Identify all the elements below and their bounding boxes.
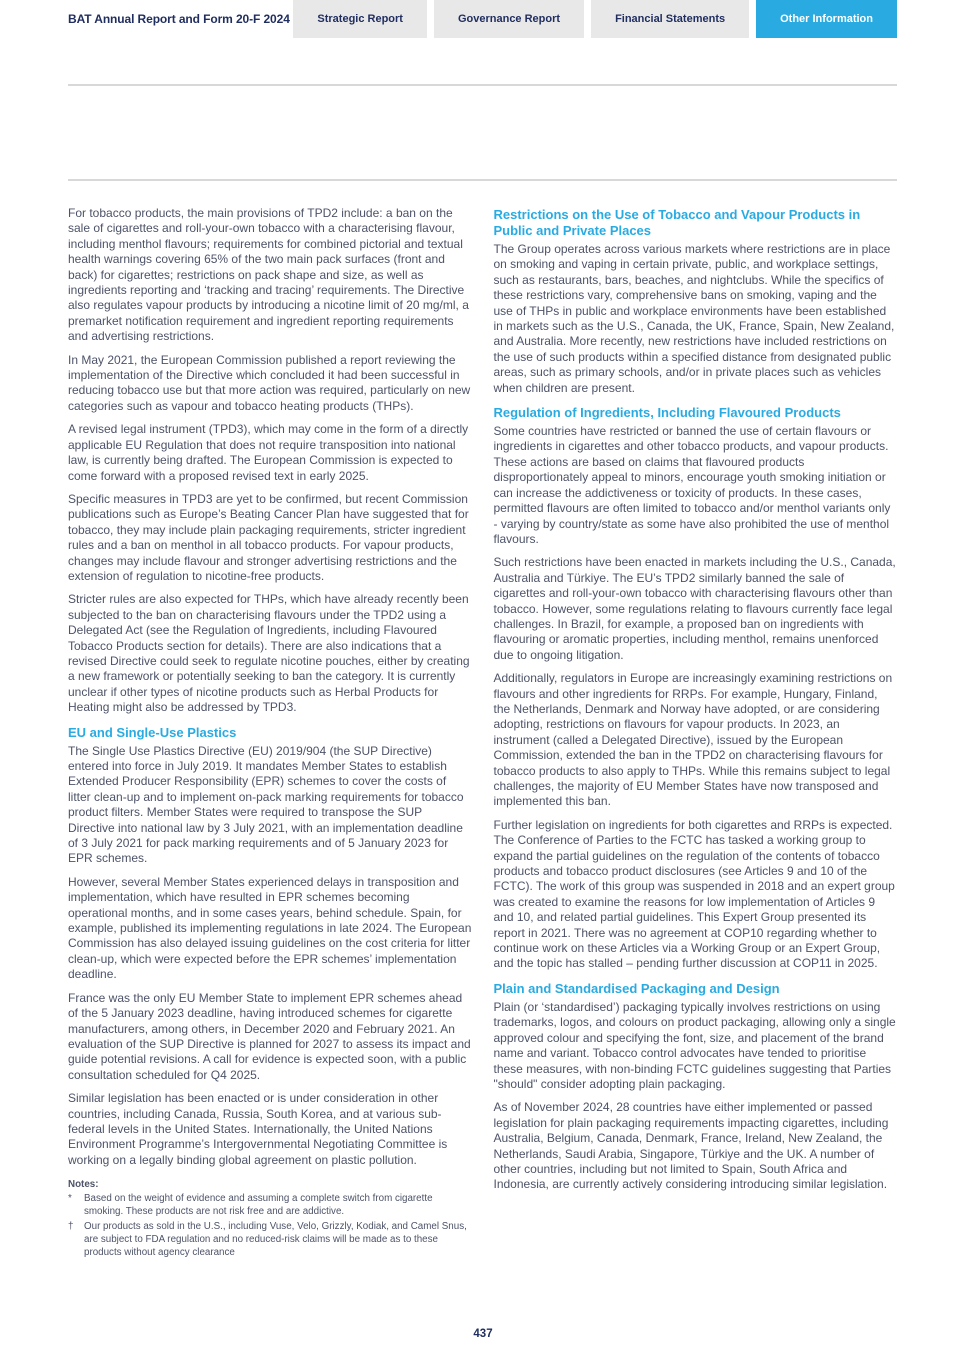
right-column xyxy=(494,206,898,1262)
paragraph-stricter-rules-thps: Stricter rules are also expected for THPs, which have already recently been subjected to the ban on characterising flavours under the TPD2 using a Delegated Act (see the Regulation of Ingredients, including Flavoured Tobacco Products section for details). There are also indications that a revised Directive could seek to regulate nicotine pouches, either by creating a new framework or potentially seeking to ban the category. It is currently unclear if other types of nicotine products such as Herbal Products for Heating might also be addressed by TPD3. xyxy=(68,592,470,715)
tab-other-information[interactable]: Other Information xyxy=(756,0,897,38)
paragraph-plain-packaging-definition: Plain (or ‘standardised’) packaging typically involves restrictions on using trademarks, logos, and colours on product packaging, allowing only a single approved colour and specifying the font, size, and placement of the brand name and variant. Tobacco control advocates have tended to prioritise these measures, with non-binding FCTC guidelines suggesting that Parties "should" consider adopting plain packaging. xyxy=(493,999,896,1091)
paragraph-fctc-working-group: Further legislation on ingredients for both cigarettes and RRPs is expected. The Conference of Parties to the FCTC has tasked a working group to expand the partial guidelines on the regulation of the contents of tobacco products and tobacco product disclosures (see Articles 9 and 10 of the FCTC). The work of this group was suspended in 2018 and an expert group was created to examine the reasons for low implementation of Articles 9 and 10, and related partial guidelines. This Expert Group presented its report in 2021. There was no agreement at COP10 regarding whether to continue work on these Articles via a Working Group or an Expert Group, and the topic has stalled – pending further discussion at COP11 in 2025. xyxy=(493,817,895,971)
footer xyxy=(0,1324,966,1342)
note-marker: † xyxy=(68,1221,74,1233)
header-divider xyxy=(68,84,897,86)
paragraph-sup-directive: The Single Use Plastics Directive (EU) 2019/904 (the SUP Directive) entered into force in July 2019. It mandates Member States to establish Extended Producer Responsibility (EPR) schemes to cover the costs of litter clean-up and to implement on-pack marking requirements for tobacco product filters. Member States were required to transpose the SUP Directive into national law by 3 July 2021, with an implementation deadline of 3 July 2021 for pack marking requirements and of 5 January 2023 for EPR schemes. xyxy=(68,743,464,866)
notes-label: Notes: xyxy=(68,1179,99,1191)
paragraph-france-epr: France was the only EU Member State to implement EPR schemes ahead of the 5 January 2023 deadline, having introduced schemes for cigarette manufacturers, among others, in December 2020 and February 2021. An evaluation of the SUP Directive is planned for 2027 to assess its impact and guide potential revisions. A call for evidence is expected soon, with a public consultation scheduled for Q4 2025. xyxy=(68,990,471,1082)
paragraph-europe-rrp-flavours: Additionally, regulators in Europe are increasingly examining restrictions on flavours and other ingredients for RRPs. For example, Hungary, Finland, the Netherlands, Denmark and Norway have adopted, or are considering adopting, restrictions on flavours for vapour products. In 2023, an instrument (called a Delegated Directive), issued by the European Commission, extended the ban in the TPD2 on characterising flavours for tobacco products to also apply to THPs. While this remains subject to legal challenges, the majority of EU Member States have now transposed and implemented this ban. xyxy=(493,671,893,809)
notes xyxy=(68,1179,472,1259)
note-item xyxy=(68,1221,472,1259)
page-number: 437 xyxy=(473,1328,493,1340)
paragraph-group-markets-restrictions: The Group operates across various markets where restrictions are in place on smoking and vaping in certain private, public, and workplace settings, such as restaurants, bars, beaches, and nightclubs. While the specifics of these restrictions vary, comprehensive bans on smoking, vaping and the use of THPs in public and workplace environments have been established in markets such as the U.S., Canada, the UK, France, Spain, New Zealand, and Australia. More recently, new restrictions have included restrictions on the use of such products within a specified distance from designated public areas, such as primary schools, and/or in private places such as vehicles when children are present. xyxy=(493,242,895,395)
note-marker: * xyxy=(68,1193,72,1205)
paragraph-tpd2-provisions: For tobacco products, the main provisions of TPD2 include: a ban on the sale of cigarettes and roll-your-own tobacco with a characterising flavour, including menthol flavours; requirements for combined pictorial and textual health warnings covering 65% of the two main pack surfaces (front and back) for cigarettes; restrictions on pack shape and size, as well as ingredients reporting and ‘tracking and tracing’ requirements. The Directive also regulates vapour products by introducing a nicotine limit of 20 mg/ml, a premarket notification requirement and ingredient reporting requirements and advertising restrictions. xyxy=(68,206,469,344)
content-divider xyxy=(68,179,897,181)
section-heading-regulation-ingredients: Regulation of Ingredients, Including Flavoured Products xyxy=(493,405,841,421)
paragraph-tpd3-measures: Specific measures in TPD3 are yet to be confirmed, but recent Commission publications such as Europe’s Beating Cancer Plan have suggested that for tobacco, they may include plain packaging requirements, stricter ingredient rules and a ban on menthol in all tobacco products. For vapour products, changes may include flavour and stronger advertising restrictions and the extension of regulation to nicotine-free products. xyxy=(68,491,469,583)
header xyxy=(0,0,966,38)
left-column xyxy=(68,206,472,1262)
tab-strategic-report[interactable]: Strategic Report xyxy=(293,0,427,38)
section-heading-restrictions-public-private: Restrictions on the Use of Tobacco and Vapour Products in Public and Private Places xyxy=(493,207,861,238)
section-heading-plain-packaging: Plain and Standardised Packaging and Design xyxy=(493,980,780,996)
paragraph-plain-packaging-countries: As of November 2024, 28 countries have either implemented or passed legislation for plain packaging requirements impacting cigarettes, including Australia, Belgium, Canada, Denmark, France, Ireland, New Zealand, the Netherlands, Saudi Arabia, Singapore, Türkiye and the UK. A number of other countries, including but not limited to Spain, South Africa and Indonesia, are currently actively considering introducing similar legislation. xyxy=(493,1100,889,1192)
paragraph-member-state-delays: However, several Member States experienced delays in transposition and implementation, which have resulted in EPR schemes becoming operational months, and in some cases years, behind schedule. Spain, for example, published its implementing regulations in late 2024. The European Commission has also delayed issuing guidelines on the cost criteria for litter clean-up, which were expected before the EPR schemes’ implementation deadline. xyxy=(68,874,472,982)
note-item xyxy=(68,1193,472,1218)
nav-tabs xyxy=(293,0,897,38)
section-heading-eu-single-use-plastics: EU and Single-Use Plastics xyxy=(68,724,237,740)
note-text: Based on the weight of evidence and assuming a complete switch from cigarette smoking. These products are not risk free and are addictive. xyxy=(84,1193,433,1217)
paragraph-similar-legislation: Similar legislation has been enacted or is under consideration in other countries, including Canada, Russia, South Korea, and at various sub-federal levels in the United States. Internationally, the United Nations Environment Programme’s Intergovernmental Negotiating Committee is working on a legally binding global agreement on plastic pollution. xyxy=(68,1091,448,1167)
content xyxy=(68,206,897,1262)
tab-governance-report[interactable]: Governance Report xyxy=(434,0,584,38)
paragraph-flavour-bans: Some countries have restricted or banned the use of certain flavours or ingredients in cigarettes and other tobacco products, and vapour products. These actions are based on claims that flavoured products disproportionately appeal to minors, encourage youth smoking initiation or can increase the addictiveness or toxicity of products. In these cases, permitted flavours are often limited to tobacco and/or menthol variants only - varying by country/state as some have also prohibited the use of menthol flavours. xyxy=(493,424,891,546)
report-title: BAT Annual Report and Form 20-F 2024 xyxy=(68,12,290,26)
paragraph-may-2021-report: In May 2021, the European Commission published a report reviewing the implementation of the Directive which concluded it had been successful in reducing tobacco use but that more action was required, particularly on new categories such as vapour and tobacco heating products (THPs). xyxy=(68,352,471,413)
tab-financial-statements[interactable]: Financial Statements xyxy=(591,0,749,38)
note-text: Our products as sold in the U.S., including Vuse, Velo, Grizzly, Kodiak, and Camel Snus, are subject to FDA regulation and no reduced-risk claims will be made as to these products without agency clearance xyxy=(84,1221,467,1258)
paragraph-tpd3-instrument: A revised legal instrument (TPD3), which may come in the form of a directly applicable EU Regulation that does not require transposition into national law, is currently being drafted. The European Commission is expected to come forward with a proposed revised text in early 2025. xyxy=(68,422,469,483)
paragraph-restrictions-markets: Such restrictions have been enacted in markets including the U.S., Canada, Australia and Türkiye. The EU’s TPD2 similarly banned the sale of cigarettes and roll-your-own tobacco with characterising flavours other than tobacco. However, some regulations relating to flavours currently face legal challenges. In Brazil, for example, a proposed ban on ingredients with flavouring or aromatic properties, including menthol, remains unenforced due to ongoing litigation. xyxy=(493,555,896,662)
